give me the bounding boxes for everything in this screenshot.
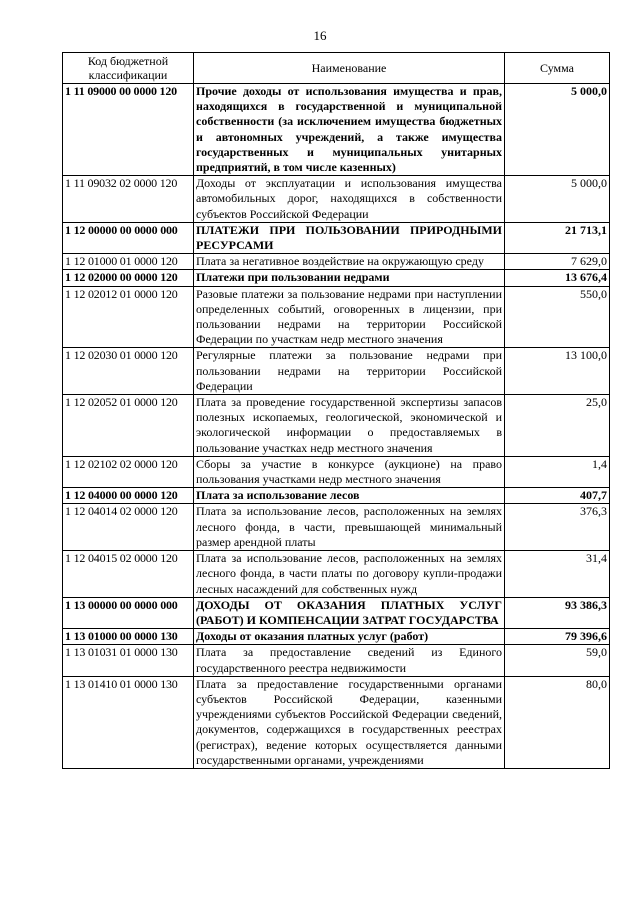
row-code: 1 12 02052 01 0000 120	[63, 395, 194, 457]
row-sum: 80,0	[505, 676, 610, 768]
row-name: Доходы от эксплуатации и использования имущества автомобильных дорог, находящихся в собственности субъектов Российской Федерации	[194, 176, 505, 223]
row-name: Плата за предоставление государственными органами субъектов Российской Федерации, казенными учреждениями субъектов Российской Федерации сведений, документов, содержащихся в государственных реестрах (регистрах), ведение которых осуществляется данными государственными органами, учреждениями	[194, 676, 505, 768]
table-row	[63, 395, 610, 457]
row-code: 1 12 02102 02 0000 120	[63, 456, 194, 487]
row-sum: 376,3	[505, 504, 610, 551]
row-name: ПЛАТЕЖИ ПРИ ПОЛЬЗОВАНИИ ПРИРОДНЫМИ РЕСУРСАМИ	[194, 222, 505, 253]
table-row	[63, 84, 610, 176]
table-row	[63, 286, 610, 348]
page-number: 16	[313, 28, 327, 43]
header-sum: Сумма	[505, 53, 610, 84]
budget-revenue-table	[62, 52, 610, 769]
row-name: Плата за использование лесов, расположенных на землях лесного фонда, в части, превышающей минимальный размер арендной платы	[194, 504, 505, 551]
row-sum: 550,0	[505, 286, 610, 348]
row-sum: 93 386,3	[505, 597, 610, 628]
row-sum: 13 676,4	[505, 270, 610, 286]
row-name: Разовые платежи за пользование недрами при наступлении определенных событий, оговоренных в лицензии, при пользовании недрами на территории Российской Федерации по участкам недр местного значения	[194, 286, 505, 348]
row-code: 1 12 02012 01 0000 120	[63, 286, 194, 348]
table-row	[63, 254, 610, 270]
row-code: 1 11 09000 00 0000 120	[63, 84, 194, 176]
table-row	[63, 597, 610, 628]
row-code: 1 13 01031 01 0000 130	[63, 645, 194, 676]
table-row	[63, 456, 610, 487]
row-code: 1 11 09032 02 0000 120	[63, 176, 194, 223]
row-sum: 25,0	[505, 395, 610, 457]
row-sum: 59,0	[505, 645, 610, 676]
table-row	[63, 629, 610, 645]
row-sum: 13 100,0	[505, 348, 610, 395]
row-sum: 5 000,0	[505, 84, 610, 176]
row-name: Плата за предоставление сведений из Единого государственного реестра недвижимости	[194, 645, 505, 676]
row-code: 1 12 04000 00 0000 120	[63, 488, 194, 504]
row-sum: 407,7	[505, 488, 610, 504]
row-code: 1 12 04014 02 0000 120	[63, 504, 194, 551]
row-code: 1 12 00000 00 0000 000	[63, 222, 194, 253]
row-sum: 21 713,1	[505, 222, 610, 253]
row-name: ДОХОДЫ ОТ ОКАЗАНИЯ ПЛАТНЫХ УСЛУГ (РАБОТ) И КОМПЕНСАЦИИ ЗАТРАТ ГОСУДАРСТВА	[194, 597, 505, 628]
row-name: Плата за использование лесов	[194, 488, 505, 504]
row-name: Платежи при пользовании недрами	[194, 270, 505, 286]
table-row	[63, 488, 610, 504]
row-code: 1 12 02030 01 0000 120	[63, 348, 194, 395]
table-row	[63, 348, 610, 395]
row-name: Сборы за участие в конкурсе (аукционе) на право пользования участками недр местного значения	[194, 456, 505, 487]
row-name: Плата за использование лесов, расположенных на землях лесного фонда, в части платы по договору купли-продажи лесных насаждений для собственных нужд	[194, 551, 505, 598]
row-sum: 31,4	[505, 551, 610, 598]
row-code: 1 13 00000 00 0000 000	[63, 597, 194, 628]
row-sum: 1,4	[505, 456, 610, 487]
row-code: 1 12 02000 00 0000 120	[63, 270, 194, 286]
header-code: Код бюджетной классификации	[63, 53, 194, 84]
row-name: Плата за проведение государственной экспертизы запасов полезных ископаемых, геологической, экономической и экологической информации о предоставляемых в пользование участках недр местного значения	[194, 395, 505, 457]
row-code: 1 12 01000 01 0000 120	[63, 254, 194, 270]
table-row	[63, 551, 610, 598]
row-name: Плата за негативное воздействие на окружающую среду	[194, 254, 505, 270]
row-sum: 5 000,0	[505, 176, 610, 223]
row-sum: 7 629,0	[505, 254, 610, 270]
header-name: Наименование	[194, 53, 505, 84]
table-row	[63, 222, 610, 253]
row-code: 1 13 01000 00 0000 130	[63, 629, 194, 645]
row-name: Доходы от оказания платных услуг (работ)	[194, 629, 505, 645]
table-row	[63, 645, 610, 676]
table-row	[63, 270, 610, 286]
table-row	[63, 676, 610, 768]
row-code: 1 13 01410 01 0000 130	[63, 676, 194, 768]
row-sum: 79 396,6	[505, 629, 610, 645]
row-code: 1 12 04015 02 0000 120	[63, 551, 194, 598]
row-name: Регулярные платежи за пользование недрами при пользовании недрами на территории Российской Федерации	[194, 348, 505, 395]
row-name: Прочие доходы от использования имущества и прав, находящихся в государственной и муниципальной собственности (за исключением имущества бюджетных и автономных учреждений, а также имущества государственных и муниципальных унитарных предприятий, в том числе казенных)	[194, 84, 505, 176]
table-header-row	[63, 53, 610, 84]
table-row	[63, 504, 610, 551]
table-row	[63, 176, 610, 223]
